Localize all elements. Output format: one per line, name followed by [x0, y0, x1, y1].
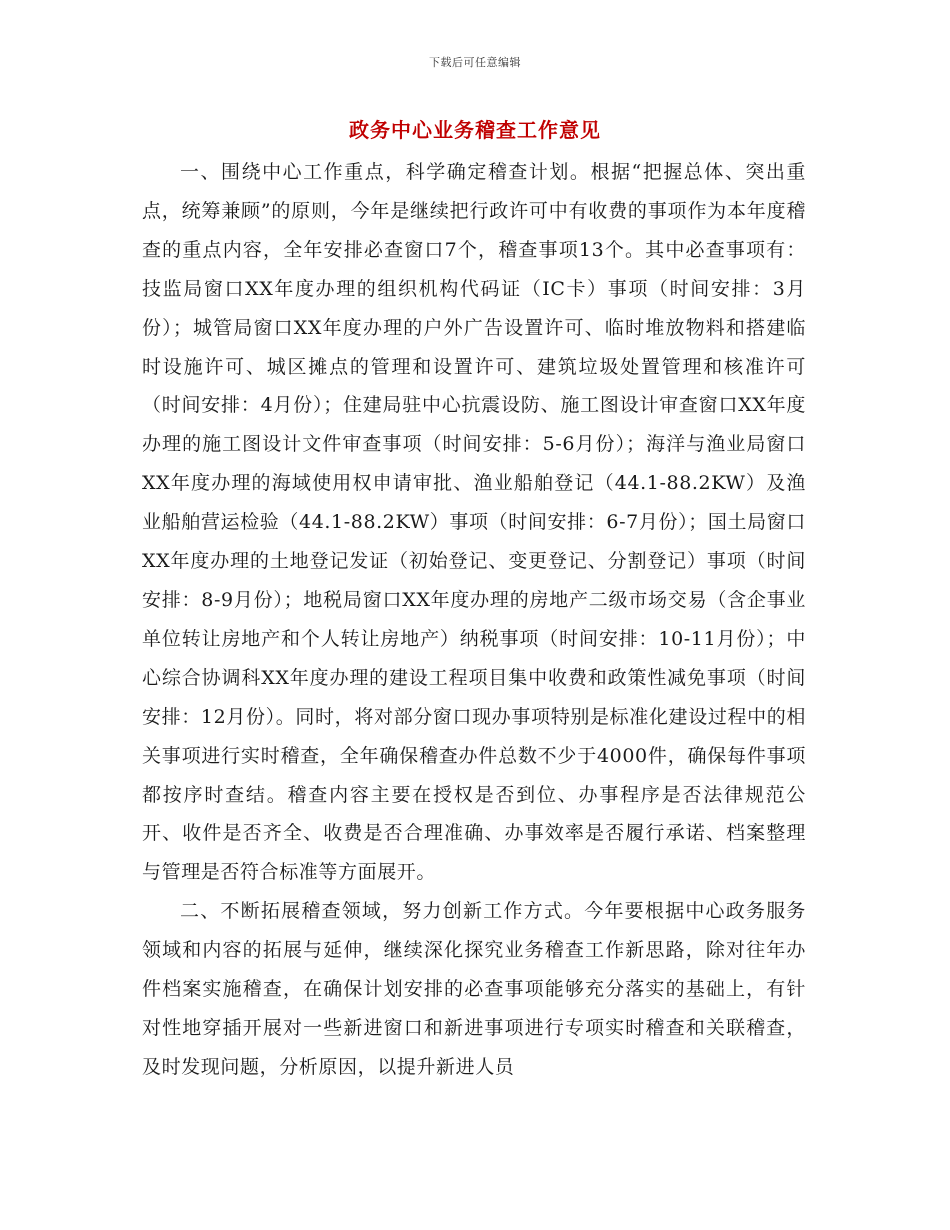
- paragraph-1: 一、围绕中心工作重点，科学确定稽查计划。根据“把握总体、突出重点，统筹兼顾”的原则，今年是继续把行政许可中有收费的事项作为本年度稽查的重点内容，全年安排必查窗口7个，稽查事项13个。其中必查事项有：技监局窗口XX年度办理的组织机构代码证（IC卡）事项（时间安排：3月份）；城管局窗口XX年度办理的户外广告设置许可、临时堆放物料和搭建临时设施许可、城区摊点的管理和设置许可、建筑垃圾处置管理和核准许可（时间安排：4月份）；住建局驻中心抗震设防、施工图设计审查窗口XX年度办理的施工图设计文件审查事项（时间安排：5-6月份）；海洋与渔业局窗口XX年度办理的海域使用权申请审批、渔业船舶登记（44.1-88.2KW）及渔业船舶营运检验（44.1-88.2KW）事项（时间安排：6-7月份）；国土局窗口XX年度办理的土地登记发证（初始登记、变更登记、分割登记）事项（时间安排：8-9月份）；地税局窗口XX年度办理的房地产二级市场交易（含企事业单位转让房地产和个人转让房地产）纳税事项（时间安排：10-11月份）；中心综合协调科XX年度办理的建设工程项目集中收费和政策性减免事项（时间安排：12月份）。同时，将对部分窗口现办事项特别是标准化建设过程中的相关事项进行实时稽查，全年确保稽查办件总数不少于4000件，确保每件事项都按序时查结。稽查内容主要在授权是否到位、办事程序是否法律规范公开、收件是否齐全、收费是否合理准确、办事效率是否履行承诺、档案整理与管理是否符合标准等方面展开。: [142, 161, 806, 884]
- page-header-note: 下载后可任意编辑: [429, 56, 521, 69]
- document-body: [142, 153, 806, 1087]
- paragraph-2: 二、不断拓展稽查领域，努力创新工作方式。今年要根据中心政务服务领域和内容的拓展与延伸，继续深化探究业务稽查工作新思路，除对往年办件档案实施稽查，在确保计划安排的必查事项能够充分落实的基础上，有针对性地穿插开展对一些新进窗口和新进事项进行专项实时稽查和关联稽查，及时发现问题，分析原因，以提升新进人员: [142, 900, 806, 1078]
- document-title: 政务中心业务稽查工作意见: [349, 118, 601, 142]
